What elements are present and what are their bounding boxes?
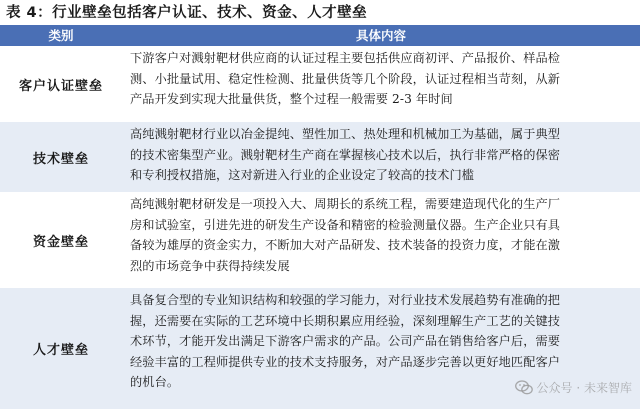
row-content — [130, 48, 632, 110]
table-row — [0, 122, 640, 192]
row-content — [130, 124, 632, 186]
table-row — [0, 46, 640, 122]
table-header — [0, 25, 640, 46]
content-line: 高纯溅射靶材行业以冶金提纯、塑性加工、热处理和机械加工为基础，属于典型 — [130, 127, 561, 141]
row-category: 客户认证壁垒 — [18, 78, 103, 94]
header-content: 具体内容 — [355, 28, 406, 43]
content-line: 握，还需要在实际的工艺环境中长期积累应用经验，深刻理解生产工艺的关键技 — [130, 313, 561, 328]
header-category: 类别 — [48, 28, 74, 43]
content-line: 经验丰富的工程师提供专业的技术支持服务，对产品逐步完善以更好地匹配客户 — [130, 354, 561, 369]
content-line: 备较为雄厚的资金实力，不断加大对产品研发、技术装备的投资力度，才能在激 — [130, 238, 561, 253]
watermark — [515, 377, 632, 397]
content-line: 的技术密集型产业。溅射靶材生产商在掌握核心技术以后，执行非常严格的保密 — [130, 147, 561, 162]
content-line: 和专利授权措施，这对新进入行业的企业设定了较高的技术门槛 — [130, 168, 475, 183]
content-line: 烈的市场竞争中获得持续发展 — [130, 258, 290, 273]
content-line: 高纯溅射靶材研发是一项投入大、周期长的系统工程，需要建造现代化的生产厂 — [130, 197, 561, 211]
content-line: 术环节，才能开发出满足下游客户需求的产品。公司产品在销售给客户后，需要 — [130, 334, 561, 349]
watermark-text: 公众号 · 未来智库 — [536, 380, 632, 395]
row-content — [130, 194, 632, 276]
row-category: 资金壁垒 — [32, 234, 89, 250]
table-row — [0, 192, 640, 288]
content-line: 房和试验室，引进先进的研发生产设备和精密的检验测量仪器。生产企业只有具 — [130, 217, 561, 232]
content-line: 测、小批量试用、稳定性检测、批量供货等几个阶段，认证过程相当苛刻，从新 — [130, 71, 561, 86]
content-line: 具备复合型的专业知识结构和较强的学习能力，对行业技术发展趋势有准确的把 — [130, 293, 561, 307]
row-category: 人才壁垒 — [32, 343, 89, 358]
table-title: 表 4：行业壁垒包括客户认证、技术、资金、人才壁垒 — [6, 5, 368, 21]
content-line: 的机台。 — [130, 375, 180, 390]
wechat-icon — [515, 380, 533, 395]
content-line: 下游客户对溅射靶材供应商的认证过程主要包括供应商初评、产品报价、样品检 — [130, 51, 561, 65]
content-line: 产品开发到实现大批量供货，整个过程一般需要 2-3 年时间 — [130, 92, 453, 107]
row-category: 技术壁垒 — [32, 151, 89, 167]
